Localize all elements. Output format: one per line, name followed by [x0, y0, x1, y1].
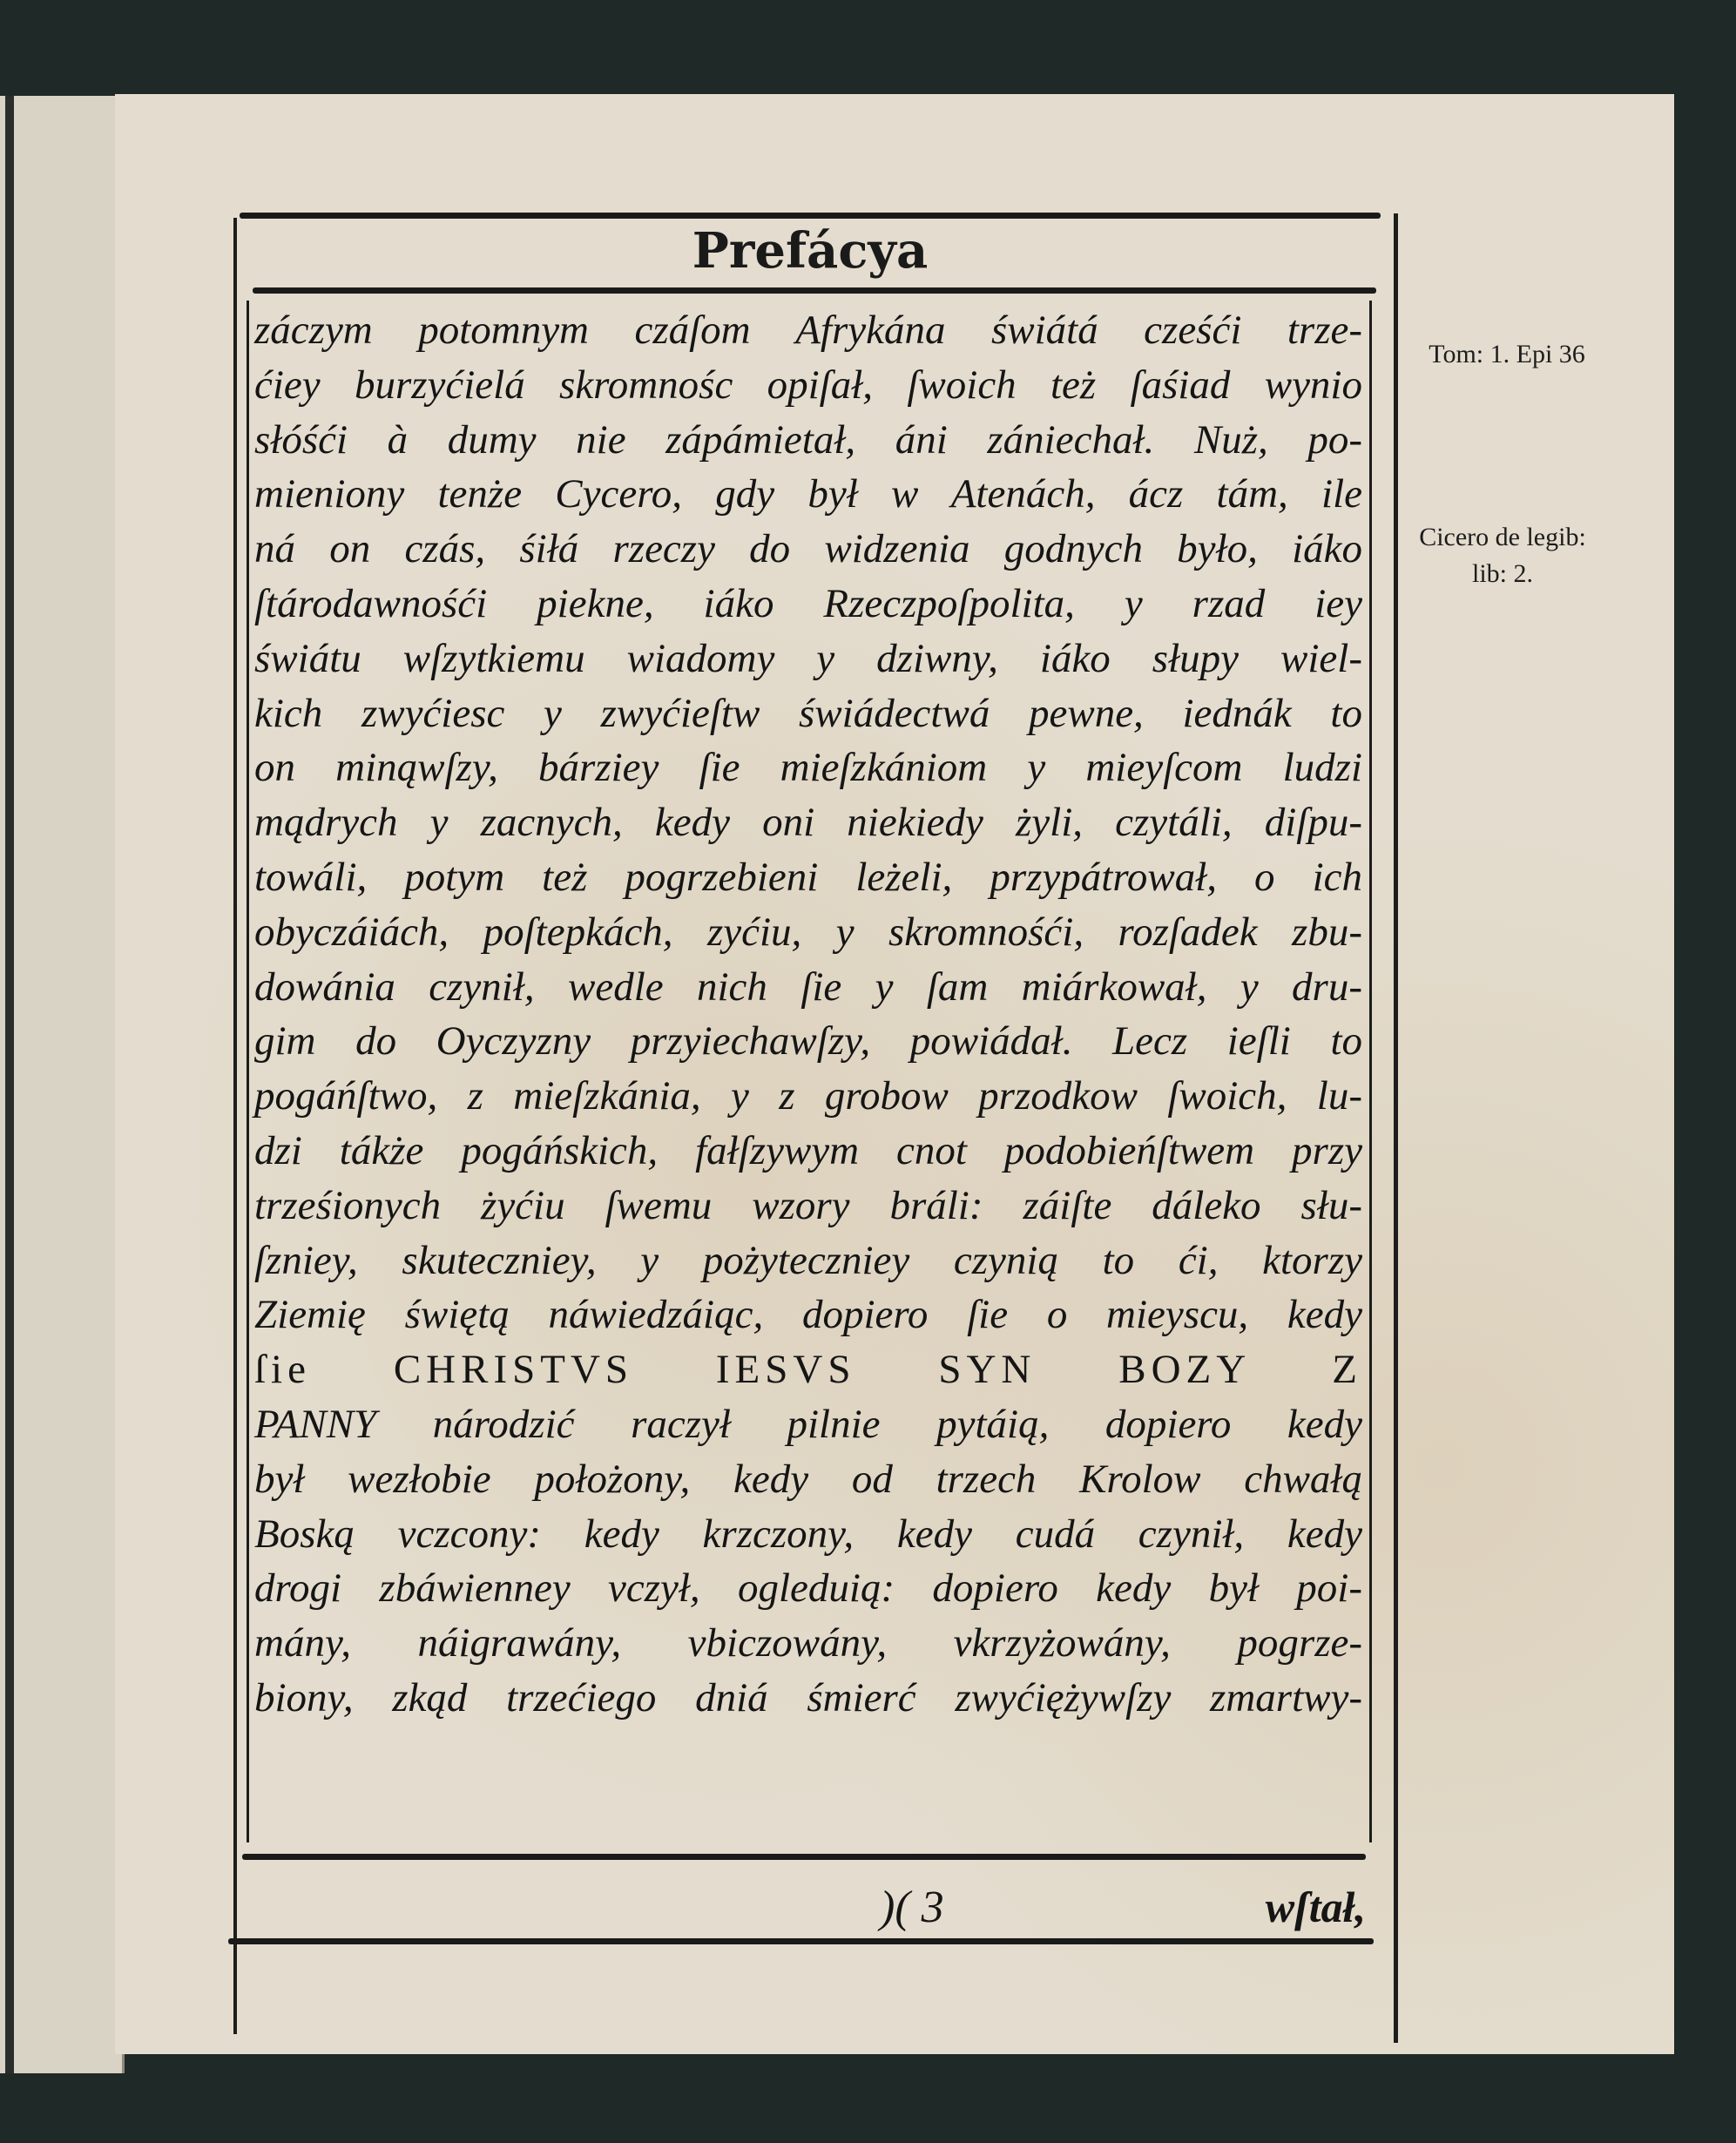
text-line: kich zwyćiesc y zwyćieſtw świádectwá pewne, iednák to [254, 690, 1362, 736]
text-rule-bottom [242, 1854, 1366, 1860]
text-line: obyczáiách, poſtepkách, zyćiu, y skromnośći, rozſadek zbu- [254, 909, 1362, 955]
text-line: Ziemię świętą náwiedzáiąc, dopiero ſie o mieyscu, kedy [254, 1292, 1362, 1338]
body-text [254, 303, 1362, 1726]
outer-frame-right [1394, 213, 1398, 2043]
catchword: wſtał, [1265, 1883, 1366, 1931]
text-line: mány, náigrawány, vbiczowány, vkrzyżowány, pogrze- [254, 1620, 1362, 1666]
margin-note-cicero-book: lib: 2. [1471, 559, 1533, 588]
text-line: mieniony tenże Cycero, gdy był w Atenách, ácz tám, ile [254, 471, 1362, 517]
margin-note-cicero: Cicero de legib: [1419, 523, 1586, 551]
text-line: záczym potomnym czáſom Afrykána świátá cześći trze- [254, 308, 1362, 353]
text-line: towáli, potym też pogrzebieni leżeli, przypátrował, o ich [254, 854, 1362, 900]
text-line: Boską vczcony: kedy krzczony, kedy cudá czynił, kedy [254, 1511, 1362, 1557]
page-title: Prefácya [692, 222, 929, 280]
text-line: świátu wſzytkiemu wiadomy y dziwny, iáko słupy wiel- [254, 635, 1362, 681]
binding-edge [5, 96, 14, 2073]
text-line: gim do Oyczyzny przyiechawſzy, powiádał. Lecz ieſli to [254, 1018, 1362, 1065]
inner-frame-left [247, 301, 249, 1842]
header-rule-top [240, 213, 1381, 219]
text-line: dowánia czynił, wedle nich ſie y ſam miárkował, y dru- [254, 963, 1362, 1010]
text-line: biony, zkąd trzećiego dniá śmierć zwyćiężywſzy zmartwy- [254, 1674, 1362, 1720]
text-line: drogi zbáwienney vczył, ogleduią: dopiero kedy był poi- [254, 1565, 1362, 1612]
text-line: mądrych y zacnych, kedy oni niekiedy żyli, czytáli, diſpu- [254, 800, 1362, 846]
text-line: ćiey burzyćielá skromnośc opiſał, ſwoich też ſaśiad wynio [254, 362, 1362, 408]
text-line: on minąwſzy, bárziey ſie mieſzkániom y mieyſcom ludzi [254, 745, 1362, 791]
inner-frame-right [1369, 301, 1372, 1842]
text-line: dzi tákże pogáńskich, fałſzywym cnot podobieńſtwem przy [254, 1127, 1362, 1173]
text-line: słóśći à dumy nie zápámietał, áni zániechał. Nuż, po- [254, 416, 1362, 463]
text-line: ſtárodawnośći piekne, iáko Rzeczpoſpolita, y rzad iey [254, 580, 1362, 626]
text-line-caps: ſie CHRISTVS IESVS SYN BOZY Z [254, 1347, 1362, 1393]
footer-rule [228, 1938, 1374, 1944]
text-line: pogáńſtwo, z mieſzkánia, y z grobow przodkow ſwoich, lu- [254, 1073, 1362, 1119]
facing-page-edge [0, 96, 125, 2073]
header-rule-bottom [253, 287, 1376, 294]
text-line: trześionych żyćiu ſwemu wzory bráli: záiſte dáleko słu- [254, 1182, 1362, 1228]
text-line: był wezłobie położony, kedy od trzech Krolow chwałą [254, 1456, 1362, 1502]
text-line: ná on czás, śiłá rzeczy do widzenia godnych było, iáko [254, 526, 1362, 572]
signature-mark: )( 3 [880, 1883, 944, 1932]
text-line: ſzniey, skuteczniey, y pożyteczniey czynią to ći, ktorzy [254, 1237, 1362, 1283]
margin-note-reference: Tom: 1. Epi 36 [1429, 340, 1585, 368]
outer-frame-left [233, 218, 237, 2034]
text-line: PANNY národzić raczył pilnie pytáią, dopiero kedy [254, 1401, 1362, 1447]
